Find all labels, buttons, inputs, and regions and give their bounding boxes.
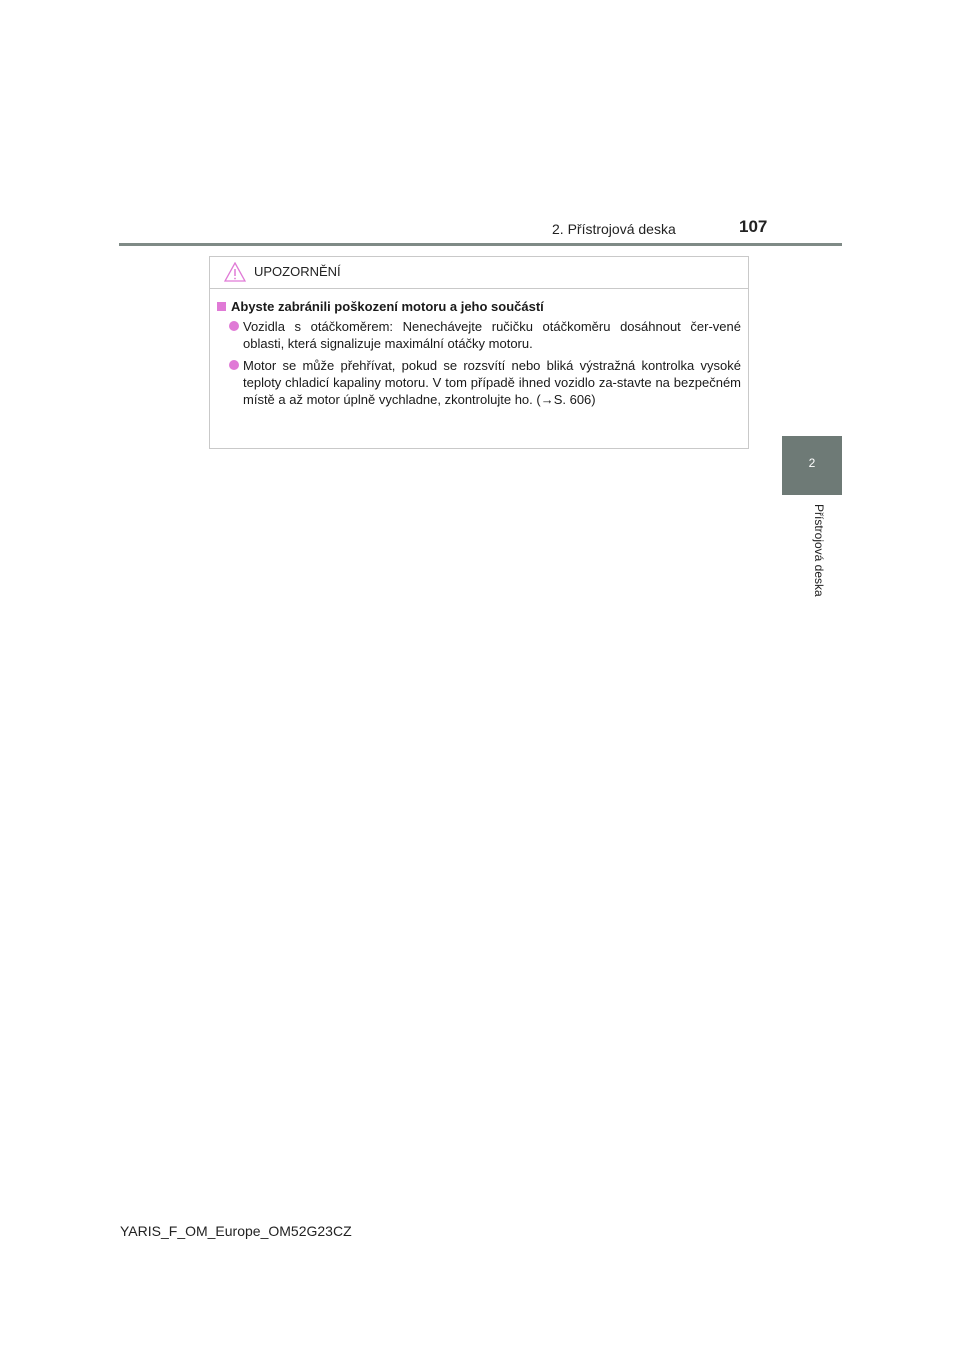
bullet-dot-icon [229,360,239,370]
bullet-dot-icon [229,321,239,331]
warning-body [210,289,748,408]
chapter-label: Přístrojová deska [812,504,826,597]
section-heading-text: Abyste zabránili poškození motoru a jeho součástí [231,299,544,314]
square-bullet-icon [217,302,226,311]
header-rule [119,243,842,246]
chapter-tab [782,436,842,495]
list-item-text: Motor se může přehřívat, pokud se rozsvítí nebo bliká výstražná kontrolka vysoké teploty chladicí kapaliny motoru. V tom případě ihned vozidlo za-stavte na bezpečném místě a až motor úplně vychladne, zkontrolujte ho. (→S. 606) [243,358,741,407]
page-number: 107 [739,217,768,236]
warning-box [209,256,749,449]
header-section-title: 2. Přístrojová deska [552,221,676,237]
warning-header [210,257,748,289]
warning-title: UPOZORNĚNÍ [254,264,341,279]
list-item-text: Vozidla s otáčkoměrem: Nenechávejte ručičku otáčkoměru dosáhnout čer-vené oblasti, která signalizuje maximální otáčky motoru. [243,319,741,351]
section-heading [217,299,741,314]
list-item [217,357,741,408]
footer-doc-id: YARIS_F_OM_Europe_OM52G23CZ [120,1223,352,1239]
chapter-number: 2 [808,456,816,470]
list-item [217,318,741,352]
warning-triangle-icon [224,262,246,282]
